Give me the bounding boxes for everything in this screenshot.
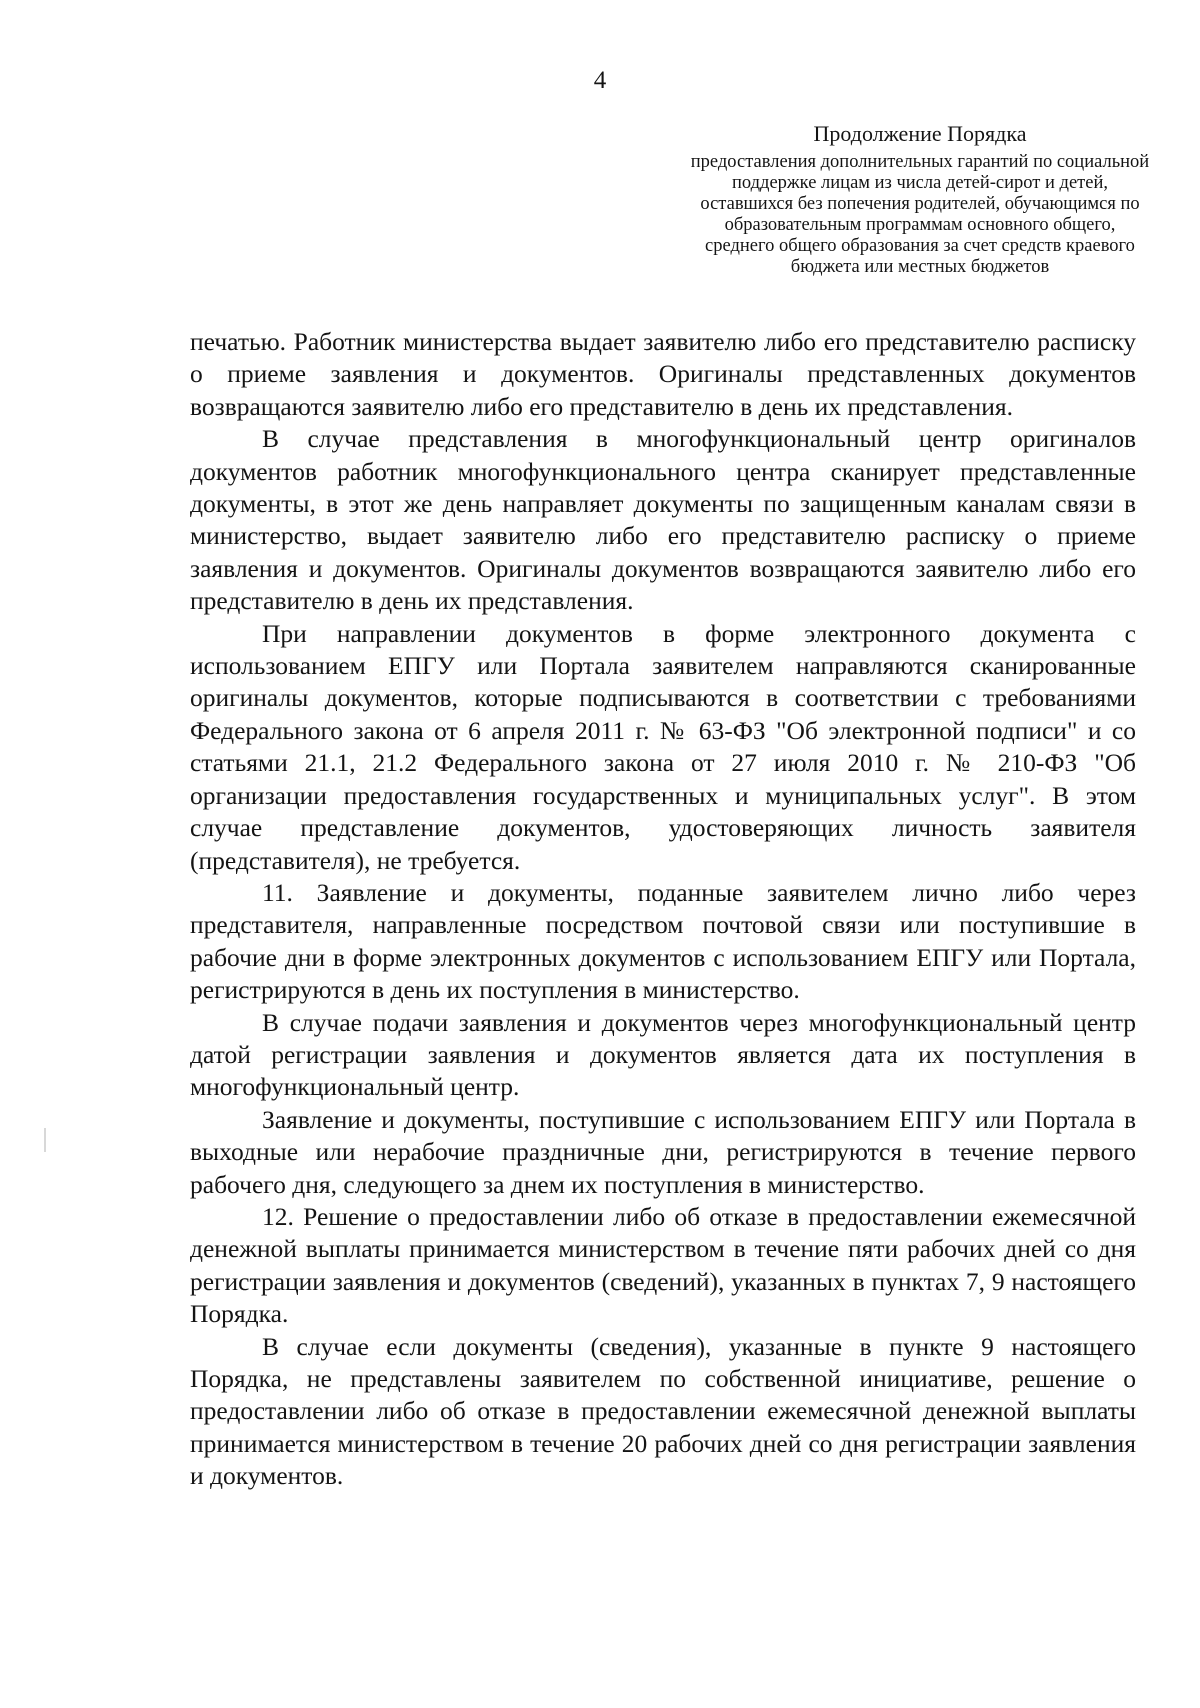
- paragraph-mfc-registration: В случае подачи заявления и документов через многофункциональный центр датой регистрации заявления и документов является дата их поступления в многофункциональный центр.: [190, 1007, 1136, 1102]
- document-body: [190, 326, 1136, 1493]
- header-title: Продолжение Порядка: [813, 121, 1027, 146]
- scan-margin-mark: [44, 1128, 46, 1152]
- document-header: [690, 120, 1150, 278]
- page-number: 4: [593, 67, 607, 94]
- paragraph-mfc-originals: В случае представления в многофункциональный центр оригиналов документов работник многофункционального центра сканирует представленные документы, в этот же день направляет документы по защищенным каналам связи в министерство, выдает заявителю либо его представителю расписку о приеме заявления и документов. Оригиналы документов возвращаются заявителю либо его представителю в день их представления.: [190, 424, 1136, 616]
- paragraph-decision-20-days: В случае если документы (сведения), указанные в пункте 9 настоящего Порядка, не представлены заявителем по собственной инициативе, решение о предоставлении либо об отказе в предоставлении ежемесячной денежной выплаты принимается министерством в течение 20 рабочих дней со дня регистрации заявления и документов.: [190, 1331, 1136, 1491]
- paragraph-electronic-submission: При направлении документов в форме электронного документа с использованием ЕПГУ или Портала заявителем направляются сканированные оригиналы документов, которые подписываются в соответствии с требованиями Федерального закона от 6 апреля 2011 г. № 63-ФЗ "Об электронной подписи" и со статьями 21.1, 21.2 Федерального закона от 27 июля 2010 г. № 210-ФЗ "Об организации предоставления государственных и муниципальных услуг". В этом случае представление документов, удостоверяющих личность заявителя (представителя), не требуется.: [190, 618, 1136, 875]
- paragraph-continuation: печатью. Работник министерства выдает заявителю либо его представителю расписку о приеме заявления и документов. Оригиналы представленных документов возвращаются заявителю либо его представителю в день их представления.: [190, 327, 1136, 421]
- paragraph-item-11: 11. Заявление и документы, поданные заявителем лично либо через представителя, направленные посредством почтовой связи или поступившие в рабочие дни в форме электронных документов с использованием ЕПГУ или Портала, регистрируются в день их поступления в министерство.: [190, 877, 1136, 1005]
- paragraph-holiday-registration: Заявление и документы, поступившие с использованием ЕПГУ или Портала в выходные или нерабочие праздничные дни, регистрируются в течение первого рабочего дня, следующего за днем их поступления в министерство.: [190, 1104, 1136, 1199]
- header-subtitle: предоставления дополнительных гарантий по социальной поддержке лицам из числа детей-сирот и детей, оставшихся без попечения родителей, обучающимся по образовательным программам основного общего, среднего общего образования за счет средств краевого бюджета или местных бюджетов: [690, 152, 1150, 277]
- paragraph-item-12: 12. Решение о предоставлении либо об отказе в предоставлении ежемесячной денежной выплаты принимается министерством в течение пяти рабочих дней со дня регистрации заявления и документов (сведений), указанных в пунктах 7, 9 настоящего Порядка.: [190, 1201, 1136, 1329]
